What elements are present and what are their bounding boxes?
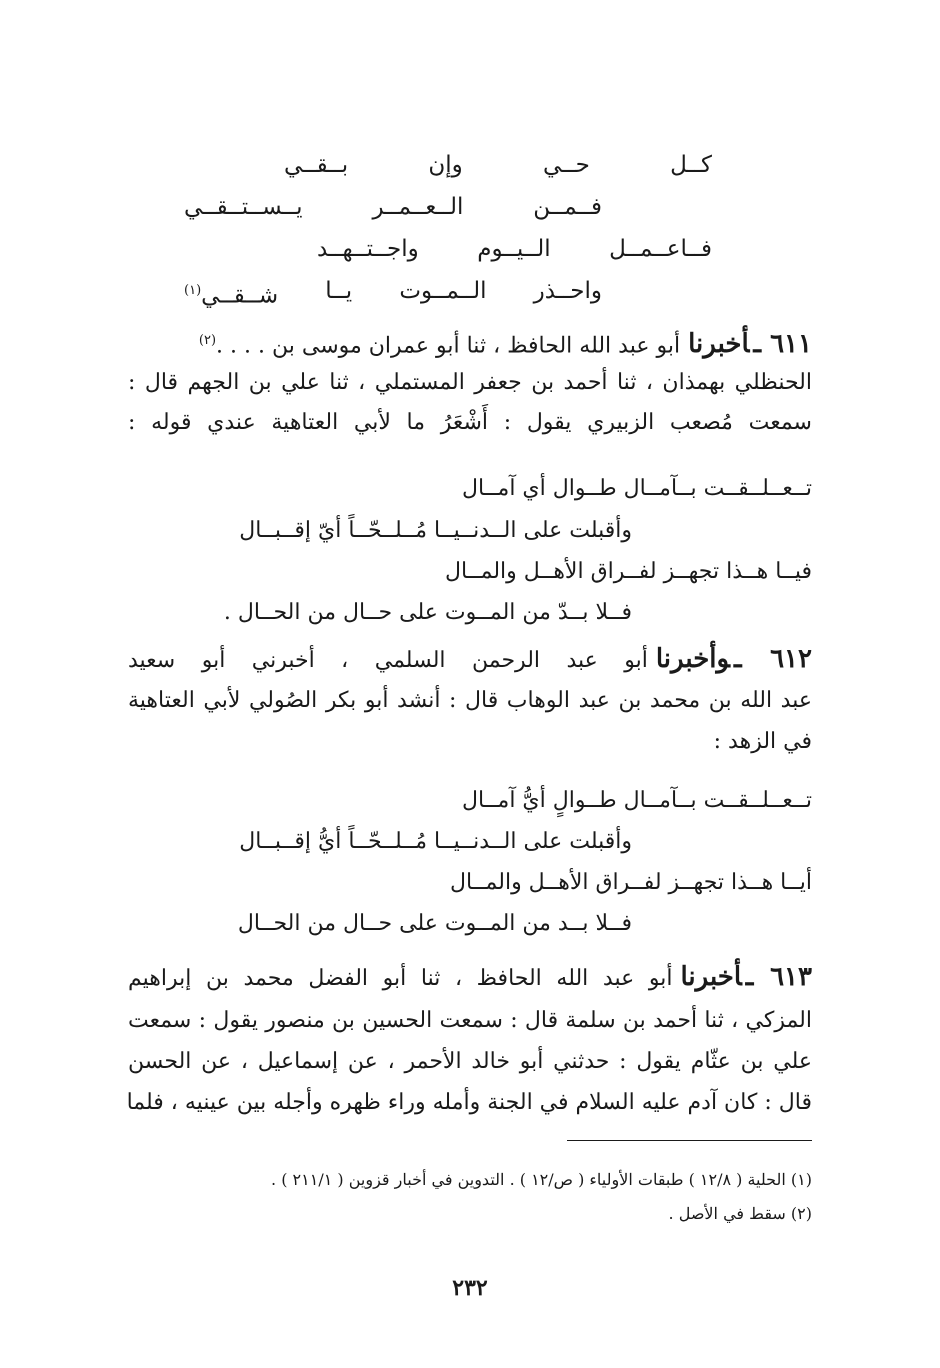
narration-keyword: وأخبرنا bbox=[655, 644, 730, 674]
hadith-611-heading bbox=[128, 326, 812, 361]
verse-line: فــلا بــد من المــوت على حــال من الحــال bbox=[237, 911, 632, 936]
hadith-text-line: الحنظلي بهمذان ، ثنا أحمد بن جعفر المستملي ، ثنا علي بن الجهم قال : bbox=[128, 370, 812, 395]
hadith-text-line: سمعت مُصعب الزبيري يقول : أَشْعَرُ ما لأبي العتاهية عندي قوله : bbox=[128, 410, 812, 435]
verse-line: وأقبلت على الــدنــيــا مُــلــحّــاً أيّ إقــبــال bbox=[239, 518, 632, 543]
verse-line: فيــا هــذا تجهــز لفــراق الأهــل والمــال bbox=[445, 559, 812, 584]
hadith-number: ٦١١ ـ bbox=[753, 329, 812, 360]
hadith-text-line: عبد الله بن محمد بن عبد الوهاب قال : أنشد أبو بكر الصُولي لأبي العتاهية bbox=[128, 688, 812, 713]
poem-word: فــمــن bbox=[533, 194, 602, 220]
footnote-ref: (٢) bbox=[198, 333, 217, 348]
poem-word: واجــتــهــد bbox=[317, 236, 419, 262]
poem-word: الــعــمــر bbox=[372, 194, 464, 220]
narration-keyword: أخبرنا bbox=[680, 962, 742, 992]
poem-word: الــمــوت bbox=[399, 278, 487, 304]
poem1-row-4 bbox=[184, 276, 602, 311]
verse-line: وأقبلت على الــدنــيــا مُــلــحّــاً أيُّ إقــبــال bbox=[239, 829, 632, 854]
poem-word: يــســتــقــي bbox=[184, 194, 303, 220]
poem-word: بــقــي bbox=[284, 152, 349, 178]
hadith-612-heading bbox=[128, 644, 812, 676]
footnote-ref: (١) bbox=[184, 283, 202, 298]
hadith-text: أبو عبد الله الحافظ ، ثنا أبو عمران موسى بن . . . . bbox=[216, 333, 681, 359]
hadith-number: ٦١٢ ـ bbox=[733, 644, 812, 674]
poem-word: وإن bbox=[428, 152, 463, 178]
hadith-text-line: علي بن عثّام يقول : حدثني أبو خالد الأحمر ، عن إسماعيل ، عن الحسن bbox=[128, 1049, 812, 1074]
footnote: (١) الحلية ( ١٢/٨ ) طبقات الأولياء ( ص/١٢ ) . التدوين في أخبار قزوين ( ٢١١/١ ) . bbox=[271, 1170, 812, 1189]
poem-word: يــا bbox=[325, 278, 353, 304]
hadith-text: أبو عبد الرحمن السلمي ، أخبرني أبو سعيد bbox=[128, 648, 648, 673]
poem-word: واحــذر bbox=[533, 278, 602, 304]
poem-word: الــيــوم bbox=[477, 236, 551, 262]
hadith-613-heading bbox=[128, 962, 812, 994]
poem-word: حــي bbox=[543, 152, 590, 178]
hadith-number: ٦١٣ ـ bbox=[745, 962, 812, 992]
footnote: (٢) سقط في الأصل . bbox=[668, 1204, 812, 1223]
hadith-text: أبو عبد الله الحافظ ، ثنا أبو الفضل محمد بن إبراهيم bbox=[128, 966, 673, 991]
page-number: ٢٣٢ bbox=[452, 1275, 488, 1301]
verse-line: فــلا بــدّ من المــوت على حــال من الحــال . bbox=[223, 600, 632, 625]
poem-word: كــل bbox=[670, 152, 712, 178]
narration-keyword: أخبرنا bbox=[688, 329, 750, 360]
verse-line: أيــا هــذا تجهــز لفــراق الأهــل والمــال bbox=[449, 870, 812, 895]
poem-word: فــاعــمــل bbox=[609, 236, 712, 262]
poem-word: شــقــي$^{(١)}$ bbox=[184, 282, 279, 309]
poem1-row-3 bbox=[317, 234, 712, 264]
poem1-row-1 bbox=[284, 150, 712, 180]
hadith-text-line: قال : كان آدم عليه السلام في الجنة وأمله وراء ظهره وأجله بين عينيه ، فلما bbox=[126, 1090, 812, 1115]
verse-line: تــعــلــقــت بــآمــال طــوال أي آمــال bbox=[461, 476, 812, 501]
hadith-text-line: في الزهد : bbox=[713, 729, 812, 754]
verse-line: تــعــلــقــت بــآمــال طــوالٍ أيُّ آمــال bbox=[461, 788, 812, 813]
poem1-row-2 bbox=[184, 192, 602, 222]
footnote-separator bbox=[567, 1140, 812, 1141]
hadith-text-line: المزكي ، ثنا أحمد بن سلمة قال : سمعت الحسين بن منصور يقول : سمعت bbox=[128, 1008, 812, 1033]
